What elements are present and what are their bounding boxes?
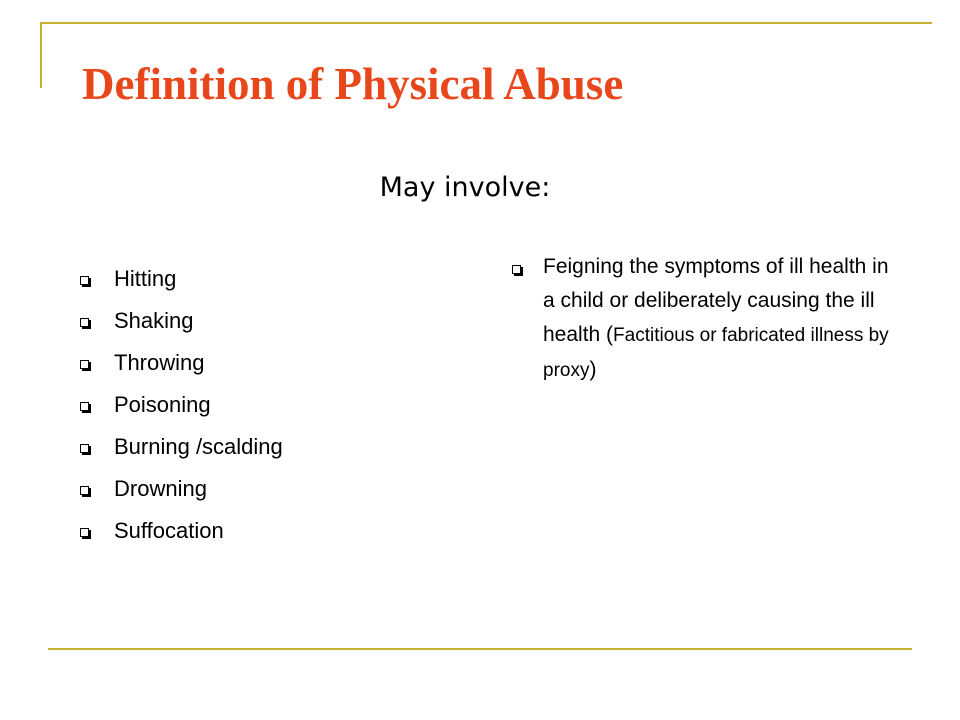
list-item-text: Hitting (114, 266, 177, 291)
list-item-text: Drowning (114, 476, 207, 501)
left-corner-rule (40, 22, 42, 88)
square-bullet-icon (80, 402, 89, 411)
list-item (80, 300, 283, 342)
list-item-text: Burning /scalding (114, 434, 283, 459)
list-item (512, 250, 892, 388)
square-bullet-icon (80, 276, 89, 285)
square-bullet-icon (80, 318, 89, 327)
list-item (80, 510, 283, 552)
square-bullet-icon (80, 360, 89, 369)
square-bullet-icon (80, 444, 89, 453)
list-item-text-main: Feigning the symptoms of ill health in a child or deliberately causing the ill health ( (543, 255, 889, 346)
right-bullet-list (512, 250, 892, 388)
left-bullet-list (80, 258, 283, 552)
list-item-text: Suffocation (114, 518, 224, 543)
list-item (80, 258, 283, 300)
list-item (80, 468, 283, 510)
square-bullet-icon (80, 486, 89, 495)
top-rule (40, 22, 932, 24)
bottom-rule (48, 648, 912, 650)
list-item-text-end: ) (589, 358, 597, 381)
slide-title: Definition of Physical Abuse (82, 59, 624, 109)
list-item (80, 342, 283, 384)
list-item-text: Shaking (114, 308, 194, 333)
list-item-text: Throwing (114, 350, 205, 375)
square-bullet-icon (512, 265, 521, 274)
list-item-text: Poisoning (114, 392, 211, 417)
list-item (80, 384, 283, 426)
square-bullet-icon (80, 528, 89, 537)
slide-subtitle: May involve: (379, 172, 551, 203)
list-item (80, 426, 283, 468)
list-item-text-note: Factitious or fabricated illness by proxy (543, 325, 889, 381)
